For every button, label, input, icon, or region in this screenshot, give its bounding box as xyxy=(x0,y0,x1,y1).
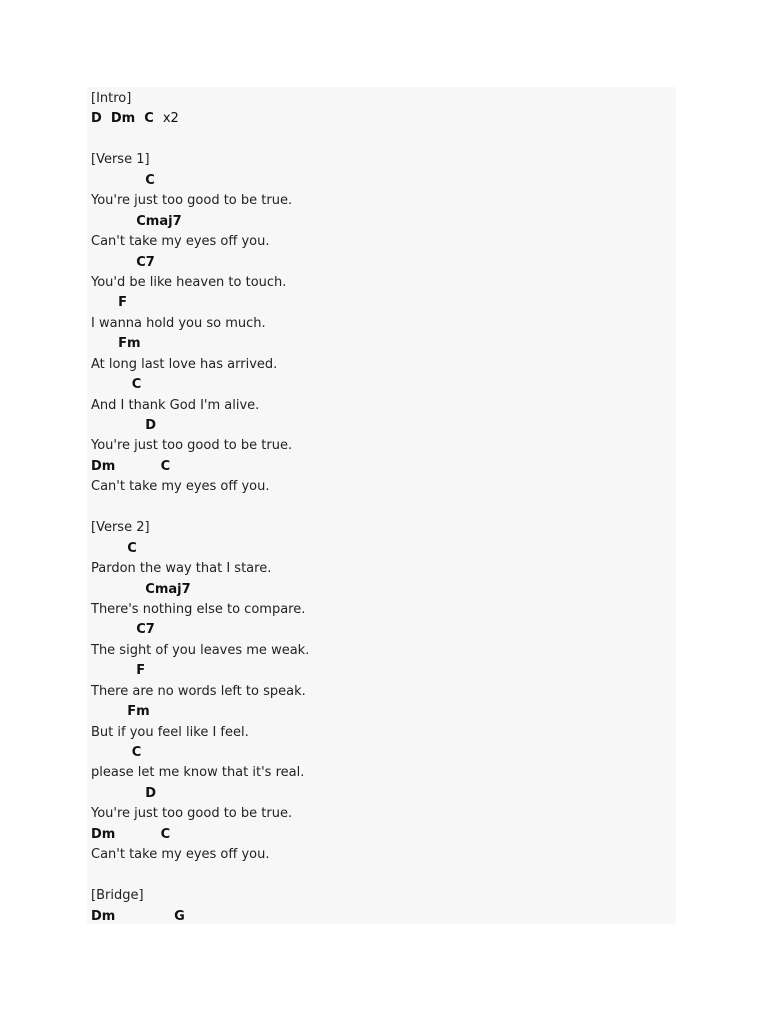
lyric-line: Can't take my eyes off you. xyxy=(91,234,270,250)
lyric-line: You'd be like heaven to touch. xyxy=(91,274,287,290)
chord-line: D xyxy=(91,418,157,433)
repeat-marker: x2 xyxy=(162,111,179,127)
lyric-line: And I thank God I'm alive. xyxy=(91,397,260,413)
chord-line: C xyxy=(91,745,142,760)
lyric-line: Can't take my eyes off you. xyxy=(91,479,270,495)
lyric-line: I wanna hold you so much. xyxy=(91,315,266,331)
section-header: [Verse 2] xyxy=(91,520,150,536)
chord-line: Fm xyxy=(91,336,141,352)
section-header: [Verse 1] xyxy=(91,152,150,168)
blank-line xyxy=(91,498,671,518)
lyric-line: There are no words left to speak. xyxy=(91,683,306,699)
lyric-line: But if you feel like I feel. xyxy=(91,724,249,740)
lyric-line: Can't take my eyes off you. xyxy=(91,847,270,863)
chord-line: Dm C xyxy=(91,458,171,474)
lyric-line: The sight of you leaves me weak. xyxy=(91,642,310,658)
section-header: [Bridge] xyxy=(91,888,144,904)
chord-line: C xyxy=(91,172,155,188)
chord-line: Fm xyxy=(91,704,150,720)
lyric-line: There's nothing else to compare. xyxy=(91,601,306,617)
blank-line xyxy=(91,130,671,150)
chord-line: C xyxy=(91,377,142,393)
chord-line: Dm G xyxy=(91,908,185,924)
chord-line: C7 xyxy=(91,254,155,270)
lyric-line: You're just too good to be true. xyxy=(91,438,293,454)
chord-line: F xyxy=(91,295,128,311)
chord-line: Cmaj7 xyxy=(91,581,191,597)
chord-text: D Dm C xyxy=(91,111,163,127)
section-header: [Intro] xyxy=(91,91,132,106)
chord-line: Dm C xyxy=(91,826,171,842)
lyric-line: please let me know that it's real. xyxy=(91,765,305,781)
chord-line: F xyxy=(91,663,146,679)
lyric-line: Pardon the way that I stare. xyxy=(91,561,272,577)
lyric-line: At long last love has arrived. xyxy=(91,356,278,372)
chord-line: C xyxy=(91,540,137,556)
chord-sheet xyxy=(91,89,671,927)
lyric-line: You're just too good to be true. xyxy=(91,193,293,209)
chord-line: D xyxy=(91,785,157,801)
chord-line: C7 xyxy=(91,622,155,638)
blank-line xyxy=(91,866,671,886)
chord-line xyxy=(91,109,671,129)
lyric-line: You're just too good to be true. xyxy=(91,806,293,822)
chord-line: Cmaj7 xyxy=(91,213,182,229)
